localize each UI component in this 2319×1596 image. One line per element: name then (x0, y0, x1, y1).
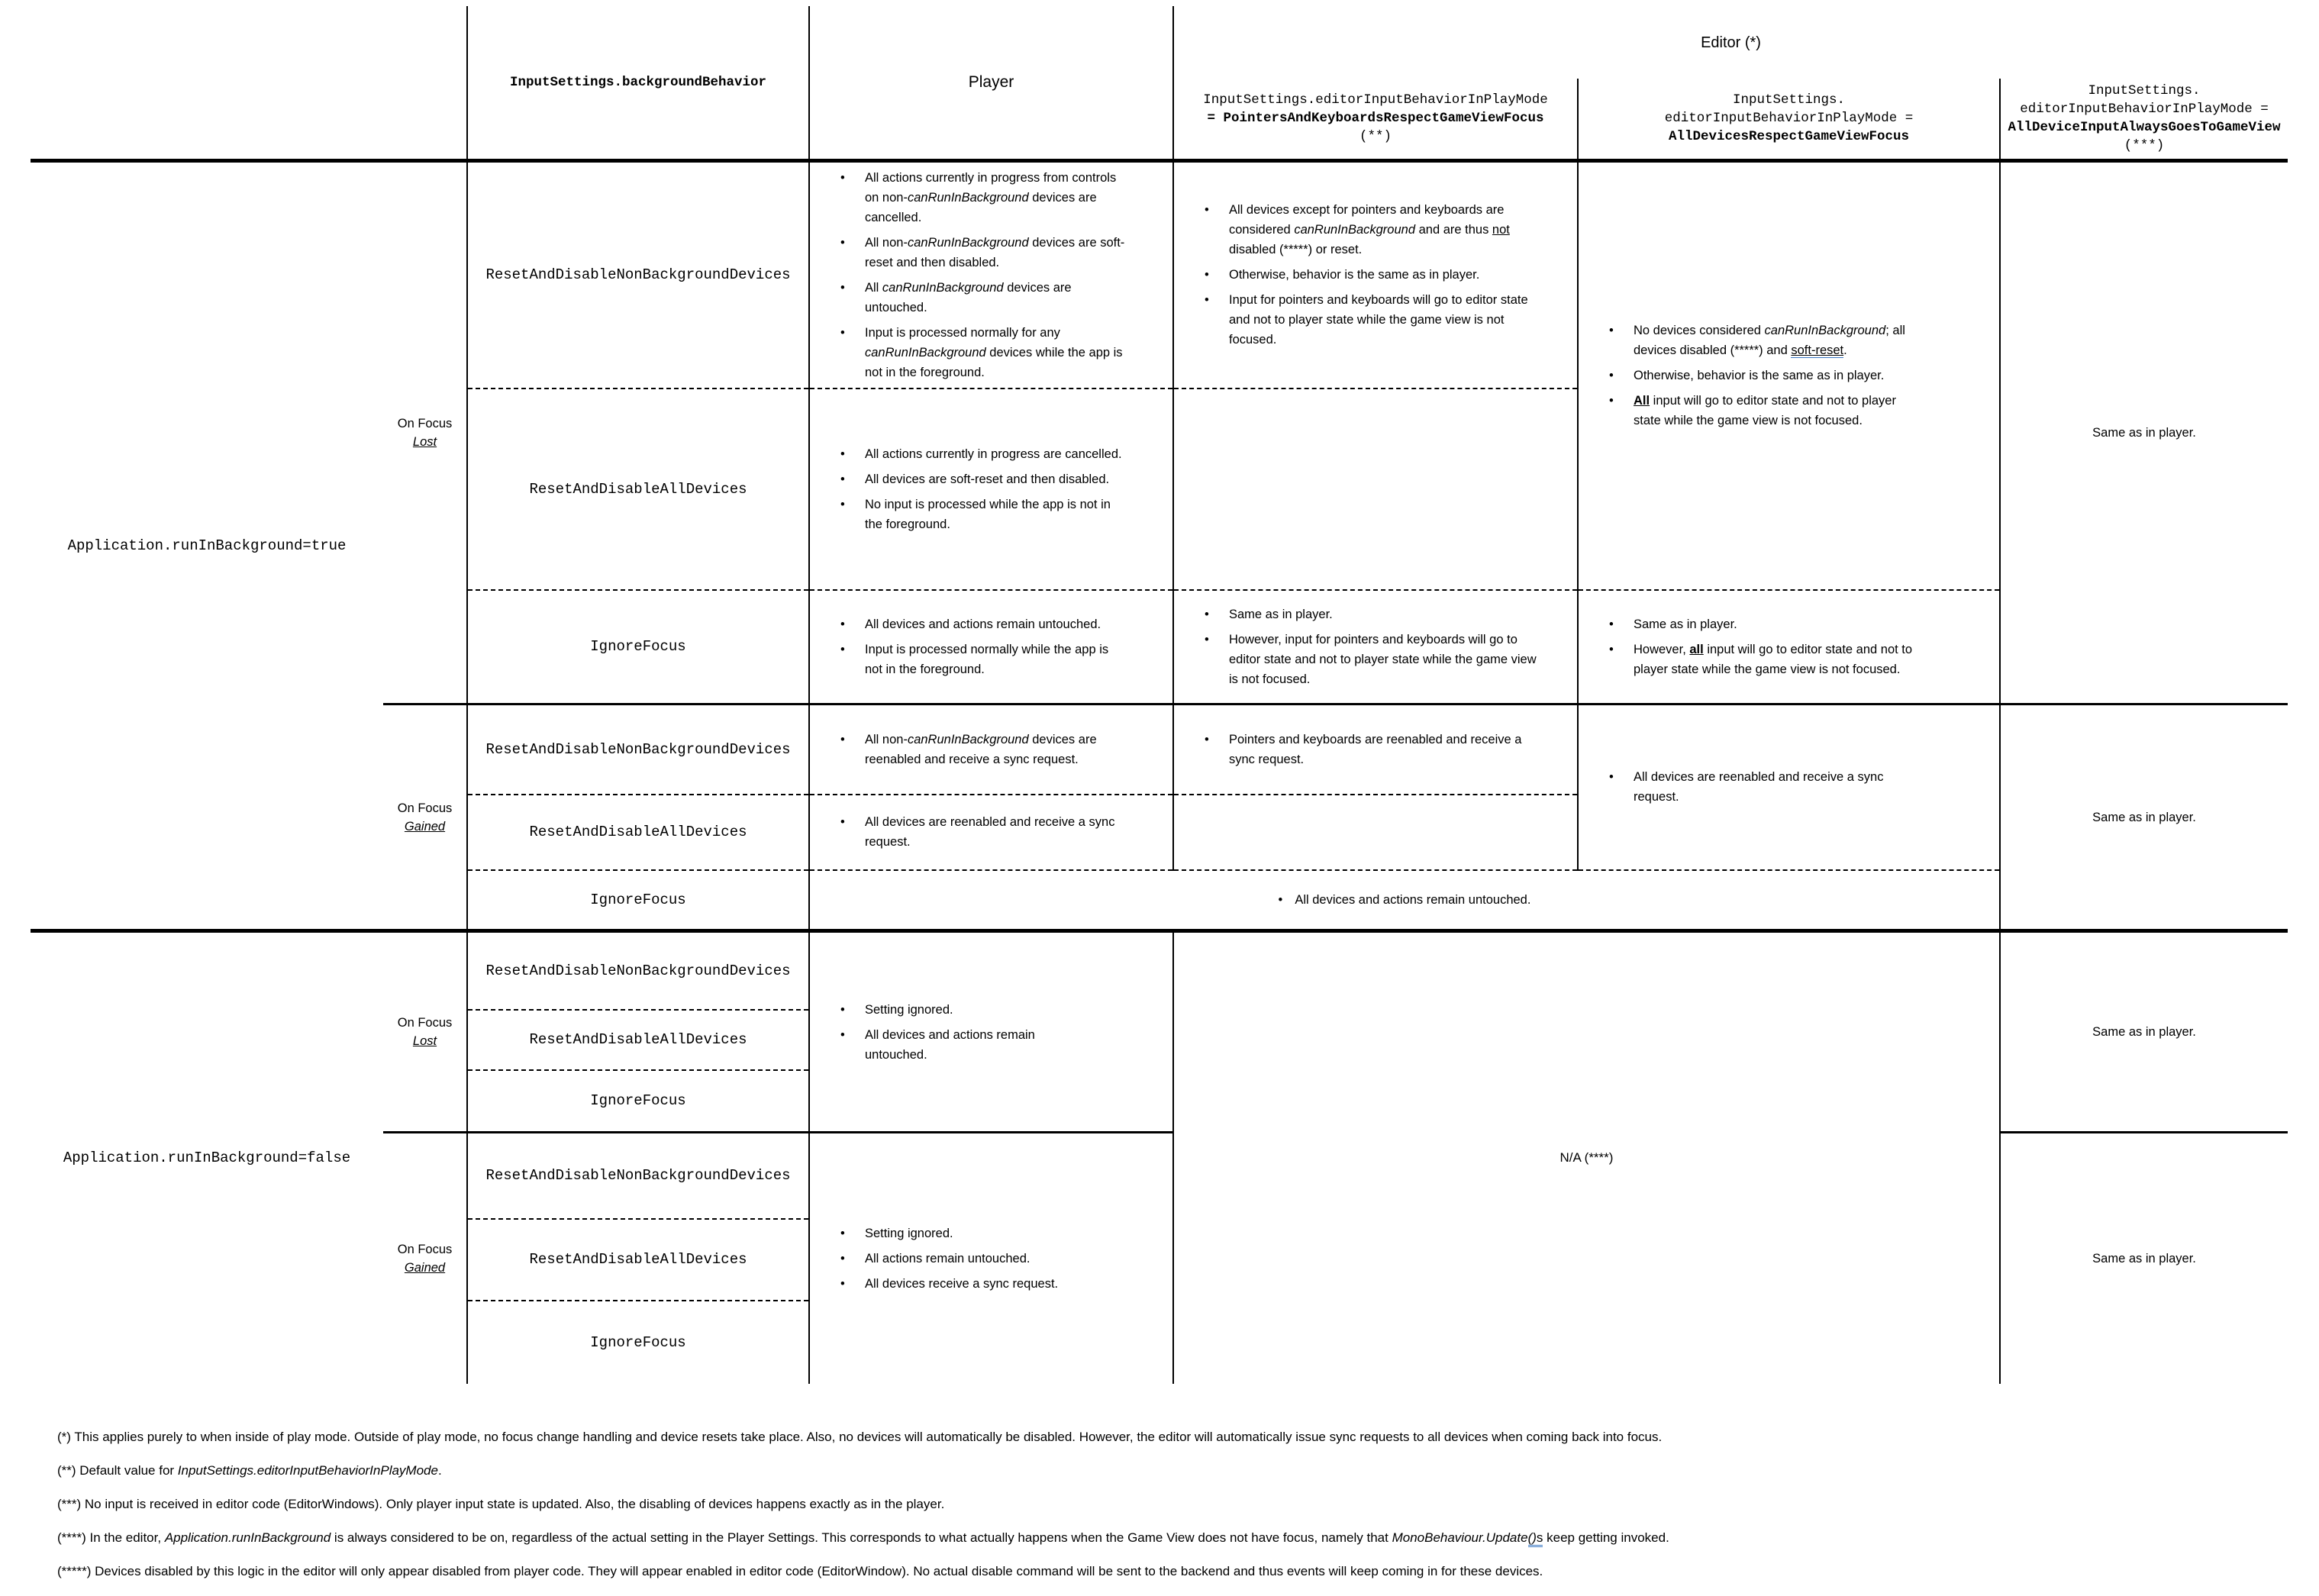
header-editor-group: Editor (*) (1173, 6, 2288, 79)
footnote-5: (*****) Devices disabled by this logic in the editor will only appear disabled from player code. They will appear enabled in editor code (EditorWindow). No actual disable command will be sent to the backend and thus events will keep coming in for these devices. (57, 1564, 1543, 1578)
behavior-label: ResetAndDisableAllDevices (467, 1219, 809, 1301)
cell-true-lost-always-game-view: Same as in player. (2000, 160, 2288, 704)
footnote-4: (****) In the editor, Application.runInBackground is always considered to be on, regardless of the actual setting in the Player Settings. This corresponds to what actually happens when the Game View does not have focus, namely that MonoBehaviour.Update()s keep getting invoked. (57, 1530, 2294, 1546)
bullet-list (810, 812, 1127, 852)
behavior-label: IgnoreFocus (467, 1301, 809, 1384)
behavior-label: ResetAndDisableAllDevices (467, 389, 809, 590)
bullet-item: • However, input for pointers and keyboards will go to editor state and not to player state while the game view is not focused. (1229, 630, 1543, 689)
header-row-group (31, 6, 2288, 79)
background-behavior-matrix (31, 6, 2288, 1384)
bullet-item: • Input for pointers and keyboards will go to editor state and not to player state while the game view is not focused. (1229, 290, 1543, 350)
bullet-list (1579, 767, 1927, 807)
lost-text: Lost (412, 1034, 437, 1048)
bullet-list (810, 168, 1127, 382)
bullet-list (810, 1000, 1100, 1065)
bullet-item: • All input will go to editor state and not to player state while the game view is not focused. (1634, 391, 1927, 430)
header-ed2-line2: editorInputBehaviorInPlayMode = (1664, 111, 1914, 127)
lost-text: Lost (412, 434, 437, 449)
bullet-list (810, 444, 1127, 534)
gained-text: Gained (404, 819, 446, 833)
cell-true-lost-alldevices-player (809, 389, 1173, 590)
row-true-lost-nonbg (31, 160, 2288, 389)
header-ed1-line2: = PointersAndKeyboardsRespectGameViewFocus (1207, 111, 1544, 127)
header-editor-all-devices-respect (1578, 79, 2000, 160)
bullet-list (1279, 890, 1531, 910)
header-ed2-line1: InputSettings. (1732, 92, 1846, 108)
header-spacer (31, 6, 467, 160)
bullet-list (1174, 730, 1543, 769)
bullet-item: • All actions currently in progress from controls on non-canRunInBackground devices are cancelled. (865, 168, 1127, 227)
behavior-label: ResetAndDisableAllDevices (467, 1010, 809, 1070)
bullet-item: • All devices are reenabled and receive a sync request. (865, 812, 1127, 852)
cell-false-lost-player (809, 931, 1173, 1133)
cell-true-gained-nonbg-pointers-keyboards (1173, 704, 1578, 795)
cell-false-editor-na: N/A (****) (1173, 931, 2000, 1384)
bullet-list (810, 614, 1127, 679)
bullet-item: • No input is processed while the app is not in the foreground. (865, 495, 1127, 534)
bullet-item: • Otherwise, behavior is the same as in player. (1229, 265, 1543, 285)
behavior-label: ResetAndDisableNonBackgroundDevices (467, 704, 809, 795)
bullet-item: • All non-canRunInBackground devices are reenabled and receive a sync request. (865, 730, 1127, 769)
bullet-item: • Setting ignored. (865, 1224, 1100, 1243)
cell-true-lost-ignore-pointers-keyboards (1173, 590, 1578, 704)
behavior-label: IgnoreFocus (467, 870, 809, 931)
header-ed3-line4: (***) (2124, 138, 2165, 154)
on-focus-text: On Focus (397, 416, 453, 430)
group-label-on-focus-lost (383, 160, 467, 704)
behavior-label: IgnoreFocus (467, 590, 809, 704)
bullet-list (810, 730, 1127, 769)
cell-true-lost-all-devices-editor (1578, 160, 2000, 590)
on-focus-text: On Focus (397, 1016, 453, 1030)
cell-true-gained-alldevices-pointers-keyboards-empty (1173, 795, 1578, 870)
bullet-item: • However, all input will go to editor state and not to player state while the game view is not focused. (1634, 640, 1927, 679)
header-ed3-line3: AllDeviceInputAlwaysGoesToGameView (2008, 120, 2281, 136)
cell-false-gained-player (809, 1133, 1173, 1384)
header-ed2-line3: AllDevicesRespectGameViewFocus (1668, 129, 1910, 145)
bullet-item: • Same as in player. (1229, 605, 1543, 624)
footnote-3: (***) No input is received in editor code (EditorWindows). Only player input state is updated. Also, the disabling of devices happens exactly as in the player. (57, 1497, 945, 1511)
cell-true-gained-nonbg-player (809, 704, 1173, 795)
bullet-list (1174, 200, 1543, 350)
header-ed1-line1: InputSettings.editorInputBehaviorInPlayMode (1203, 92, 1548, 108)
footnotes (57, 1429, 2294, 1596)
row-label-run-in-background-false: Application.runInBackground=false (63, 1149, 351, 1167)
behavior-label: ResetAndDisableAllDevices (467, 795, 809, 870)
behavior-label: ResetAndDisableNonBackgroundDevices (467, 931, 809, 1010)
cell-false-gained-always-game-view: Same as in player. (2000, 1133, 2288, 1384)
header-editor-always-game-view (2000, 79, 2288, 160)
cell-false-lost-always-game-view: Same as in player. (2000, 931, 2288, 1133)
cell-true-lost-alldevices-pointers-keyboards-empty (1173, 389, 1578, 590)
bullet-item: • All actions currently in progress are cancelled. (865, 444, 1127, 464)
bullet-item: • All devices are reenabled and receive a sync request. (1634, 767, 1927, 807)
bullet-item: • Setting ignored. (865, 1000, 1100, 1020)
cell-true-lost-ignore-player (809, 590, 1173, 704)
bullet-item: • Input is processed normally while the app is not in the foreground. (865, 640, 1127, 679)
behavior-label: IgnoreFocus (467, 1070, 809, 1133)
group-label-on-focus-lost (383, 931, 467, 1133)
bullet-item: • All devices and actions remain untouched. (1279, 890, 1531, 910)
cell-true-gained-alldevices-player (809, 795, 1173, 870)
bullet-item: • Same as in player. (1634, 614, 1927, 634)
on-focus-text: On Focus (397, 801, 453, 815)
behavior-label: ResetAndDisableNonBackgroundDevices (467, 1133, 809, 1219)
bullet-item: • All devices are soft-reset and then disabled. (865, 469, 1127, 489)
bullet-item: • Pointers and keyboards are reenabled and receive a sync request. (1229, 730, 1543, 769)
row-false-lost-nonbg (31, 931, 2288, 1010)
header-ed3-line1: InputSettings. (2088, 83, 2201, 99)
header-ed3-line2: editorInputBehaviorInPlayMode = (2020, 102, 2269, 118)
bullet-list (1174, 605, 1543, 689)
bullet-item: • All devices and actions remain untouched. (865, 614, 1127, 634)
bullet-item: • No devices considered canRunInBackground; all devices disabled (*****) and soft-reset. (1634, 321, 1927, 360)
gained-text: Gained (404, 1260, 446, 1275)
bullet-item: • All actions remain untouched. (865, 1249, 1100, 1269)
header-ed1-line3: (**) (1359, 129, 1392, 145)
bullet-list (1579, 321, 1927, 430)
header-editor-pointers-keyboards (1173, 79, 1578, 160)
header-player: Player (809, 6, 1173, 160)
bullet-item: • Otherwise, behavior is the same as in player. (1634, 366, 1927, 385)
cell-true-lost-ignore-all-devices-editor (1578, 590, 2000, 704)
cell-true-lost-nonbg-player (809, 160, 1173, 389)
row-label-run-in-background-true: Application.runInBackground=true (31, 160, 383, 931)
cell-true-gained-always-game-view: Same as in player. (2000, 704, 2288, 931)
bullet-item: • All non-canRunInBackground devices are soft-reset and then disabled. (865, 233, 1127, 272)
bullet-item: • Input is processed normally for any canRunInBackground devices while the app is not in the foreground. (865, 323, 1127, 382)
cell-true-lost-nonbg-pointers-keyboards (1173, 160, 1578, 389)
cell-true-gained-ignore-merged (809, 870, 2000, 931)
group-label-on-focus-gained (383, 1133, 467, 1384)
bullet-item: • All devices receive a sync request. (865, 1274, 1100, 1294)
on-focus-text: On Focus (397, 1242, 453, 1256)
footnote-1: (*) This applies purely to when inside of play mode. Outside of play mode, no focus change handling and device resets take place. Also, no devices will automatically be disabled. However, the editor will automatically issue sync requests to all devices when coming back into focus. (57, 1430, 1663, 1444)
bullet-item: • All canRunInBackground devices are untouched. (865, 278, 1127, 318)
bullet-item: • All devices and actions remain untouched. (865, 1025, 1100, 1065)
bullet-list (1579, 614, 1927, 679)
behavior-label: ResetAndDisableNonBackgroundDevices (467, 160, 809, 389)
header-background-behavior: InputSettings.backgroundBehavior (467, 6, 809, 160)
cell-true-gained-all-devices-editor (1578, 704, 2000, 870)
footnote-2: (**) Default value for InputSettings.editorInputBehaviorInPlayMode. (57, 1463, 442, 1478)
bullet-list (810, 1224, 1100, 1294)
bullet-item: • All devices except for pointers and keyboards are considered canRunInBackground and are thus not disabled (*****) or reset. (1229, 200, 1543, 260)
group-label-on-focus-gained (383, 704, 467, 931)
